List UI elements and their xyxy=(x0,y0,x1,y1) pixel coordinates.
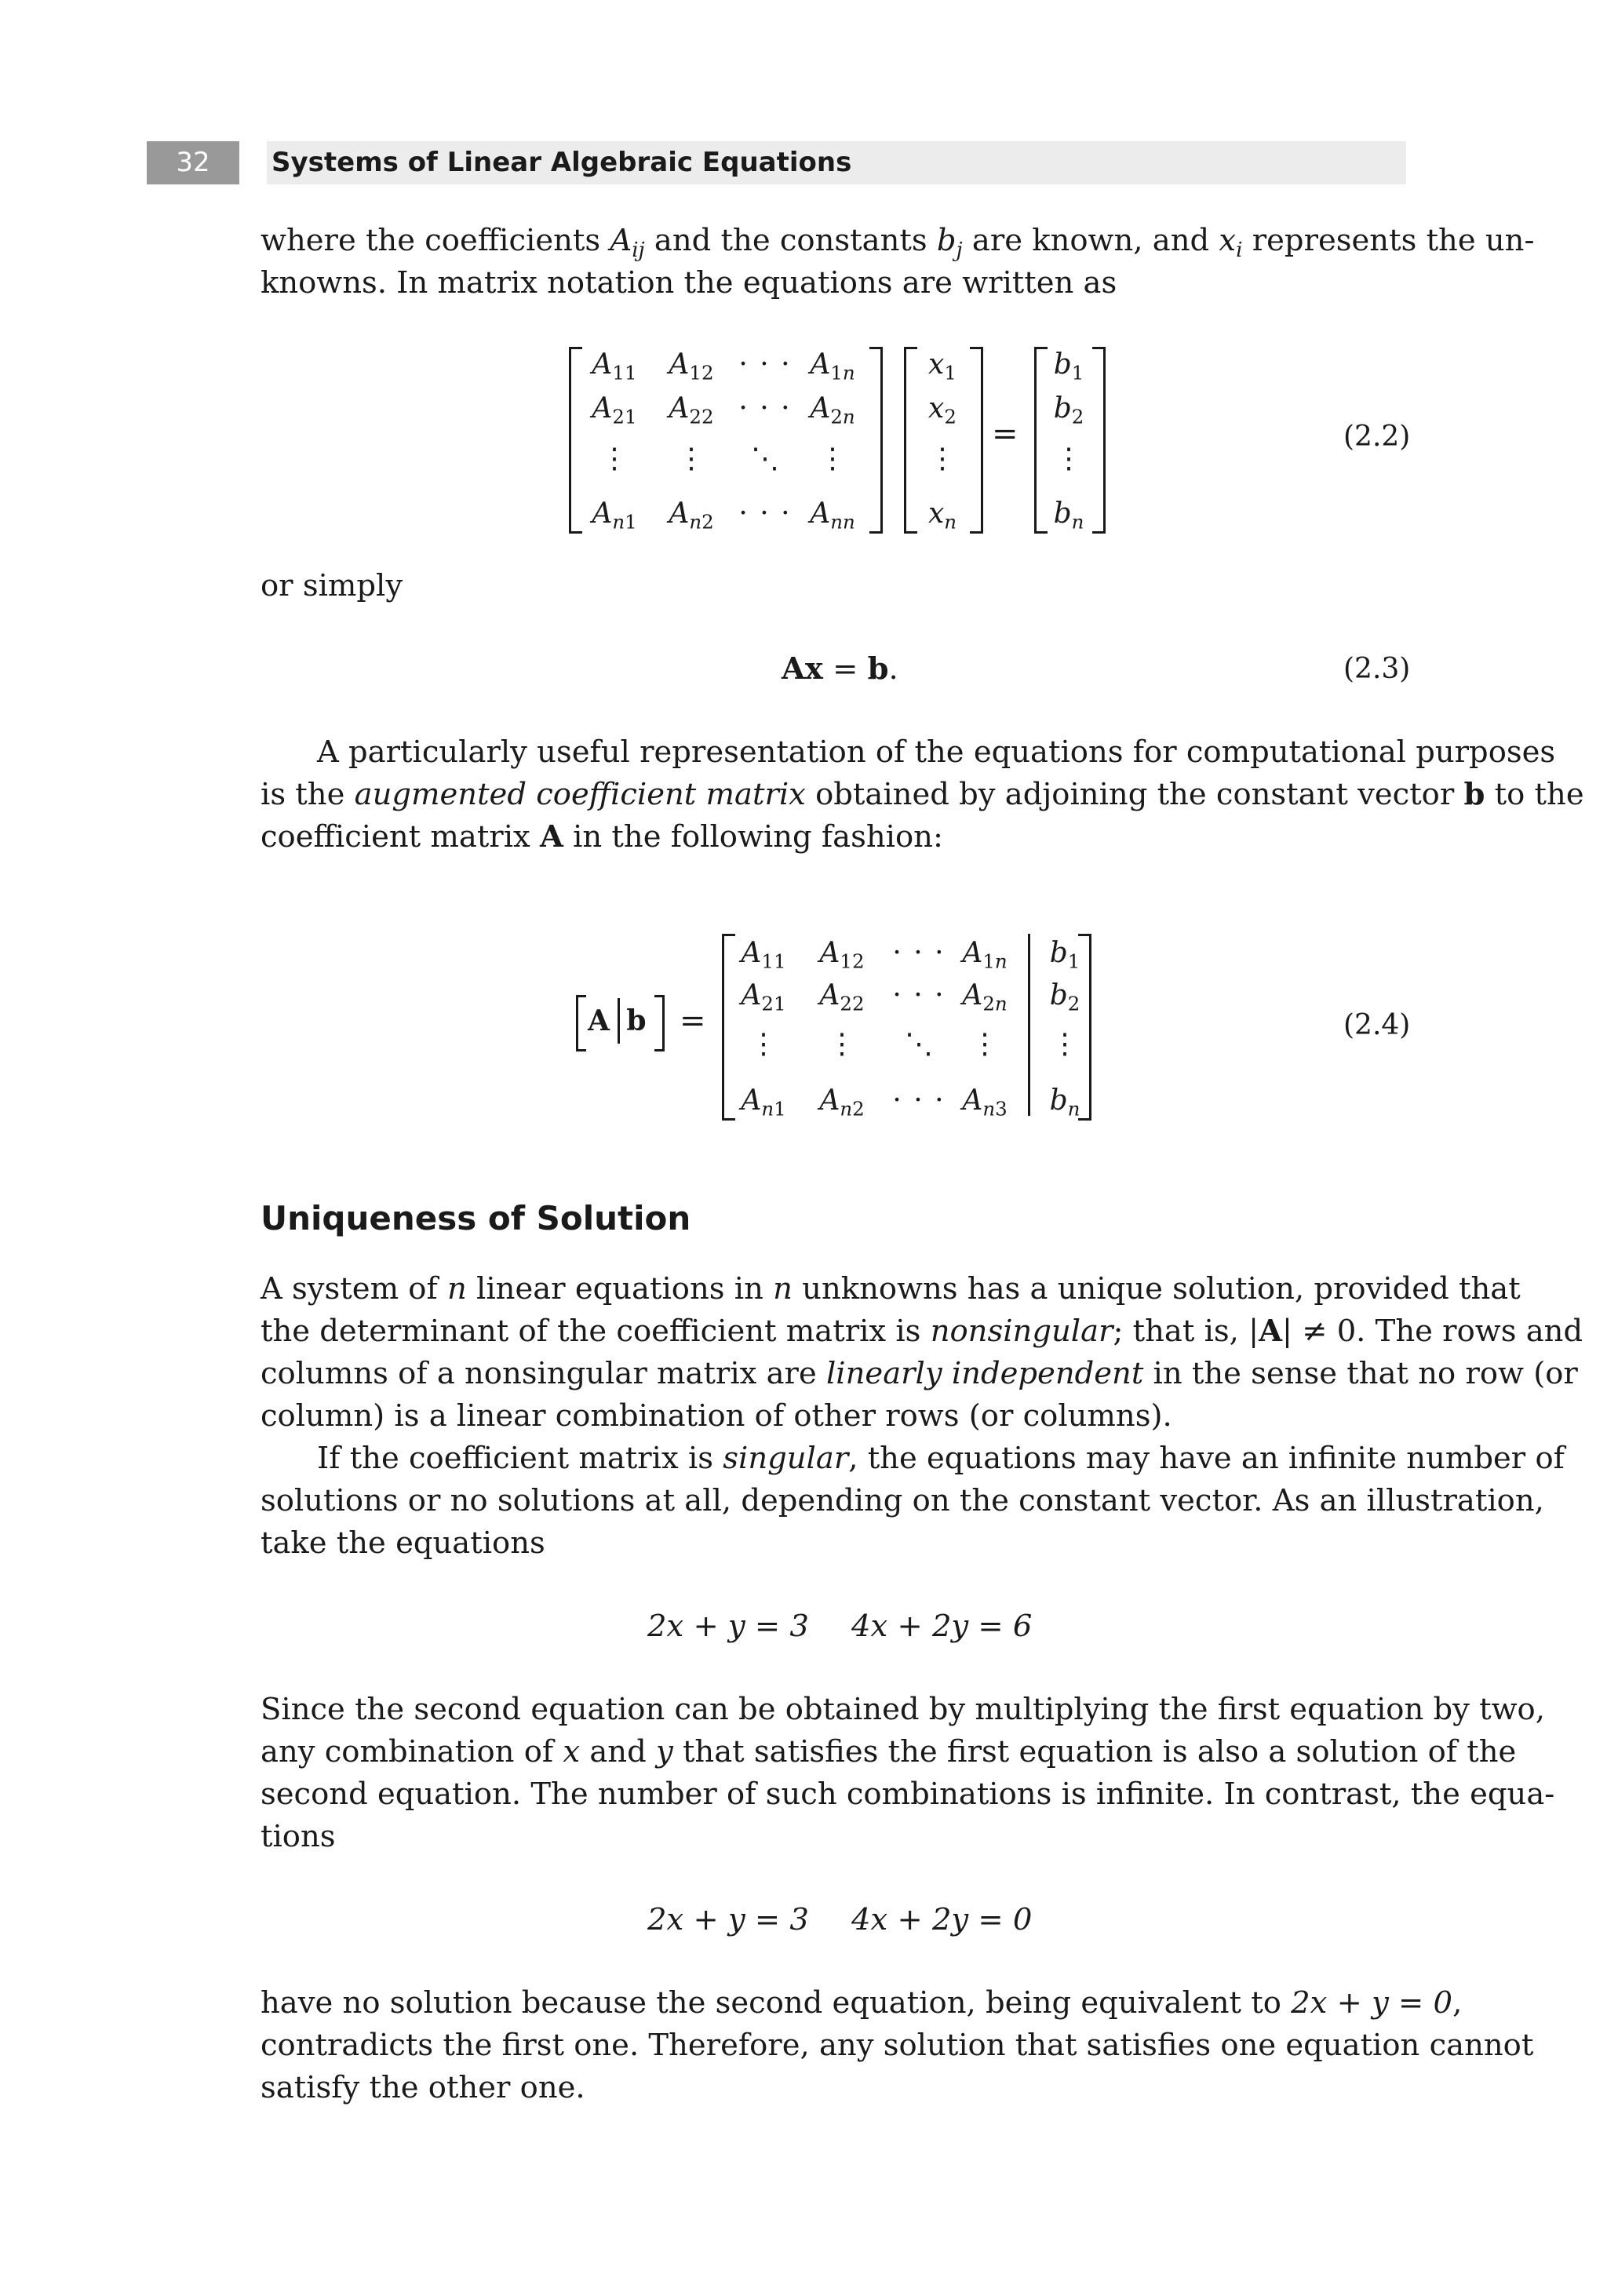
lhs-right-bracket xyxy=(654,995,665,1051)
example-2-equation-a: 2x + y = 3 xyxy=(647,1902,809,1937)
matrix-a-entry: · · · xyxy=(738,497,792,530)
matrix-a-entry: $A_{21}$ xyxy=(592,392,637,428)
augmented-entry: $A_{21}$ xyxy=(741,979,786,1015)
vector-b-entry: ⋮ xyxy=(1055,443,1083,475)
augmented-entry: · · · xyxy=(892,1084,946,1117)
matrix-a-entry: ⋱ xyxy=(751,443,779,475)
matrix-a-entry: · · · xyxy=(738,348,792,381)
augmented-entry: ⋮ xyxy=(971,1028,999,1060)
equals-sign: = xyxy=(992,416,1018,452)
vector-x-entry: ⋮ xyxy=(928,443,957,475)
lhs-left-bracket xyxy=(576,995,586,1051)
augmented-entry: $A_{n2}$ xyxy=(819,1084,865,1121)
para-unique-line-1: A system of n linear equations in n unknowns has a unique solution, provided that xyxy=(261,1271,1521,1307)
matrix-a-entry: ⋮ xyxy=(600,443,629,475)
para-aug-line-1: A particularly useful representation of the equations for computational purposes xyxy=(317,734,1556,770)
para-none-line-3: satisfy the other one. xyxy=(261,2070,585,2105)
page-number: 32 xyxy=(147,141,239,184)
para-infinite-line-3: second equation. The number of such combinations is infinite. In contrast, the equa- xyxy=(261,1777,1555,1812)
para-unique-line-3: columns of a nonsingular matrix are linearly independent in the sense that no row (or xyxy=(261,1356,1578,1391)
matrix-a-entry: $A_{n1}$ xyxy=(592,497,637,534)
para-none-line-1: have no solution because the second equation, being equivalent to 2x + y = 0, xyxy=(261,1985,1463,2021)
augmented-entry: $A_{n3}$ xyxy=(962,1084,1008,1121)
example-2-equation-b: 4x + 2y = 0 xyxy=(851,1902,1033,1937)
section-heading: Uniqueness of Solution xyxy=(261,1199,691,1237)
equation-number: (2.4) xyxy=(1343,1009,1411,1041)
augmented-entry: $A_{12}$ xyxy=(819,937,865,973)
para-singular-line-2: solutions or no solutions at all, depending on the constant vector. As an illustration, xyxy=(261,1483,1544,1518)
augmented-entry: $A_{1n}$ xyxy=(962,937,1008,973)
intro-line-1: where the coefficients $A_{ij}$ and the constants $b_j$ are known, and $x_i$ represents the un- xyxy=(261,223,1535,262)
vector-x-entry: $x_2$ xyxy=(928,392,957,428)
para-singular-line-1: If the coefficient matrix is singular, the equations may have an infinite number of xyxy=(317,1441,1565,1476)
vector-b-entry: $b_1$ xyxy=(1053,348,1084,384)
matrix-a-entry: $A_{nn}$ xyxy=(810,497,855,534)
augmented-entry: ⋮ xyxy=(1051,1028,1079,1060)
equation-2-3: Ax = b. xyxy=(782,651,898,687)
matrix-a-entry: ⋮ xyxy=(818,443,847,475)
para-none-line-2: contradicts the first one. Therefore, any solution that satisfies one equation cannot xyxy=(261,2028,1534,2063)
lhs-matrix-a: A xyxy=(588,1004,610,1037)
lhs-vector-b: b xyxy=(626,1004,647,1037)
para-unique-line-4: column) is a linear combination of other rows (or columns). xyxy=(261,1398,1172,1434)
augmented-entry: $b_n$ xyxy=(1049,1084,1080,1121)
augmented-entry: $A_{22}$ xyxy=(819,979,865,1015)
vector-b-entry: $b_2$ xyxy=(1053,392,1084,428)
example-1-equation-b: 4x + 2y = 6 xyxy=(851,1609,1033,1644)
augmented-entry: · · · xyxy=(892,979,946,1011)
matrix-a-entry: $A_{2n}$ xyxy=(810,392,855,428)
para-aug-line-3: coefficient matrix A in the following fashion: xyxy=(261,819,943,855)
para-infinite-line-4: tions xyxy=(261,1819,336,1854)
matrix-a-entry: $A_{n2}$ xyxy=(669,497,714,534)
intro-line-2: knowns. In matrix notation the equations are written as xyxy=(261,265,1117,301)
matrix-a-entry: $A_{11}$ xyxy=(592,348,637,384)
para-infinite-line-2: any combination of x and y that satisfies the first equation is also a solution of the xyxy=(261,1734,1517,1769)
augmented-entry: ⋮ xyxy=(828,1028,856,1060)
lhs-separator xyxy=(618,998,620,1044)
matrix-a-entry: $A_{22}$ xyxy=(669,392,714,428)
augmented-entry: $A_{2n}$ xyxy=(962,979,1008,1015)
matrix-a-entry: $A_{1n}$ xyxy=(810,348,855,384)
augmented-entry: ⋮ xyxy=(749,1028,778,1060)
running-title: Systems of Linear Algebraic Equations xyxy=(271,147,852,178)
para-aug-line-2: is the augmented coefficient matrix obtained by adjoining the constant vector b to the xyxy=(261,777,1584,812)
equation-number: (2.2) xyxy=(1343,421,1411,453)
example-1-equation-a: 2x + y = 3 xyxy=(647,1609,809,1644)
equation-number: (2.3) xyxy=(1343,653,1411,685)
para-singular-line-3: take the equations xyxy=(261,1525,545,1561)
or-simply: or simply xyxy=(261,568,403,603)
para-unique-line-2: the determinant of the coefficient matrix is nonsingular; that is, |A| ≠ 0. The rows and xyxy=(261,1314,1583,1349)
matrix-a-right-bracket xyxy=(869,347,883,534)
equals-sign: = xyxy=(680,1003,706,1039)
augmented-entry: $b_1$ xyxy=(1049,937,1080,973)
augmented-entry: $A_{11}$ xyxy=(741,937,786,973)
matrix-a-entry: $A_{12}$ xyxy=(669,348,714,384)
para-infinite-line-1: Since the second equation can be obtained by multiplying the first equation by two, xyxy=(261,1692,1545,1727)
augmented-entry: ⋱ xyxy=(905,1028,933,1060)
vector-x-entry: $x_1$ xyxy=(928,348,957,384)
augmented-entry: $b_2$ xyxy=(1049,979,1080,1015)
matrix-a-entry: · · · xyxy=(738,392,792,425)
vector-x-entry: $x_n$ xyxy=(927,497,957,534)
matrix-a-entry: ⋮ xyxy=(677,443,705,475)
vector-b-entry: $b_n$ xyxy=(1053,497,1084,534)
augmented-entry: · · · xyxy=(892,937,946,969)
augmented-entry: $A_{n1}$ xyxy=(741,1084,786,1121)
